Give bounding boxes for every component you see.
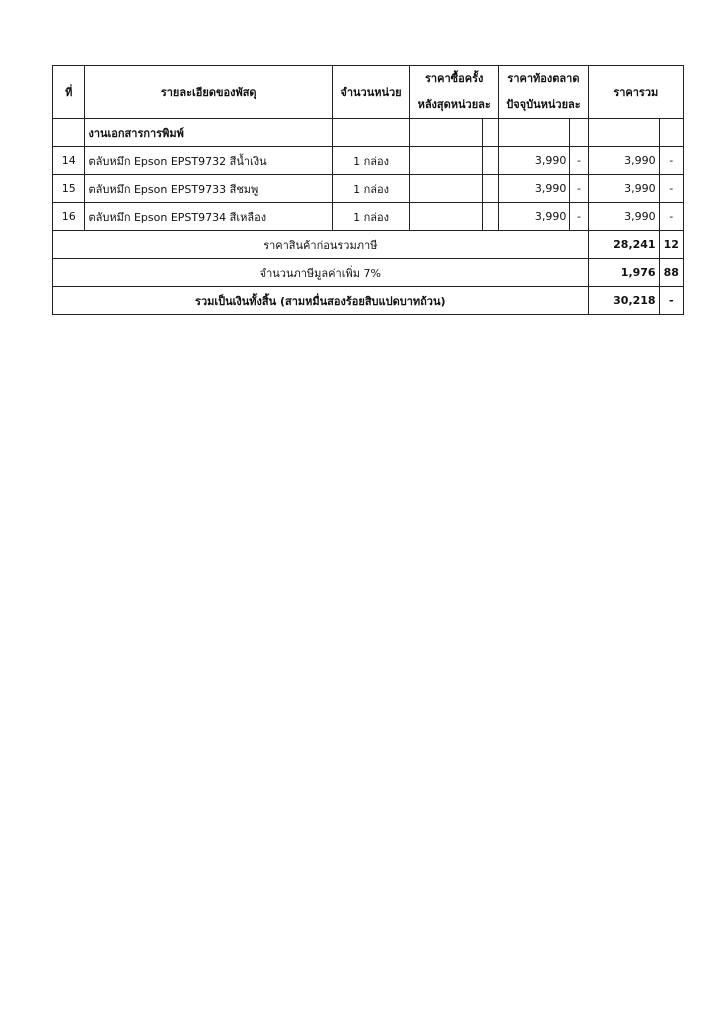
row-no: 14 (53, 147, 85, 175)
row-total-satang: - (659, 175, 683, 203)
header-last-price (410, 66, 499, 119)
grand-total-row (53, 287, 684, 315)
row-market-baht: 3,990 (499, 147, 570, 175)
row-no: 16 (53, 203, 85, 231)
header-no: ที่ (53, 66, 85, 119)
row-total-baht: 3,990 (588, 175, 659, 203)
header-quantity: จำนวนหน่วย (332, 66, 409, 119)
row-quantity: 1 กล่อง (332, 203, 409, 231)
row-market-satang: - (570, 147, 588, 175)
row-no: 15 (53, 175, 85, 203)
row-description: ตลับหมึก Epson EPST9732 สีน้ำเงิน (85, 147, 333, 175)
row-total-satang: - (659, 147, 683, 175)
header-market-price-line1: ราคาท้องตลาด (507, 72, 580, 85)
subtotal-row (53, 231, 684, 259)
row-quantity: 1 กล่อง (332, 175, 409, 203)
row-total-baht: 3,990 (588, 203, 659, 231)
row-total-satang: - (659, 203, 683, 231)
group-title: งานเอกสารการพิมพ์ (85, 119, 333, 147)
row-description: ตลับหมึก Epson EPST9734 สีเหลือง (85, 203, 333, 231)
vat-satang: 88 (659, 259, 683, 287)
group-row (53, 119, 684, 147)
table-row (53, 175, 684, 203)
procurement-table (52, 65, 684, 315)
row-market-baht: 3,990 (499, 175, 570, 203)
header-total: ราคารวม (588, 66, 683, 119)
header-market-price (499, 66, 588, 119)
row-description: ตลับหมึก Epson EPST9733 สีชมพู (85, 175, 333, 203)
header-description: รายละเอียดของพัสดุ (85, 66, 333, 119)
subtotal-satang: 12 (659, 231, 683, 259)
row-quantity: 1 กล่อง (332, 147, 409, 175)
vat-baht: 1,976 (588, 259, 659, 287)
row-market-satang: - (570, 203, 588, 231)
grand-total-satang: - (659, 287, 683, 315)
vat-row (53, 259, 684, 287)
subtotal-baht: 28,241 (588, 231, 659, 259)
row-total-baht: 3,990 (588, 147, 659, 175)
row-market-baht: 3,990 (499, 203, 570, 231)
subtotal-label: ราคาสินค้าก่อนรวมภาษี (53, 231, 589, 259)
header-last-price-line2: หลังสุดหน่วยละ (417, 98, 491, 111)
table-row (53, 147, 684, 175)
header-market-price-line2: ปัจจุบันหน่วยละ (506, 98, 581, 111)
table-row (53, 203, 684, 231)
grand-total-label: รวมเป็นเงินทั้งสิ้น (สามหมื่นสองร้อยสิบแปดบาทถ้วน) (53, 287, 589, 315)
grand-total-baht: 30,218 (588, 287, 659, 315)
vat-label: จำนวนภาษีมูลค่าเพิ่ม 7% (53, 259, 589, 287)
header-last-price-line1: ราคาซื้อครั้ง (425, 72, 484, 85)
row-market-satang: - (570, 175, 588, 203)
